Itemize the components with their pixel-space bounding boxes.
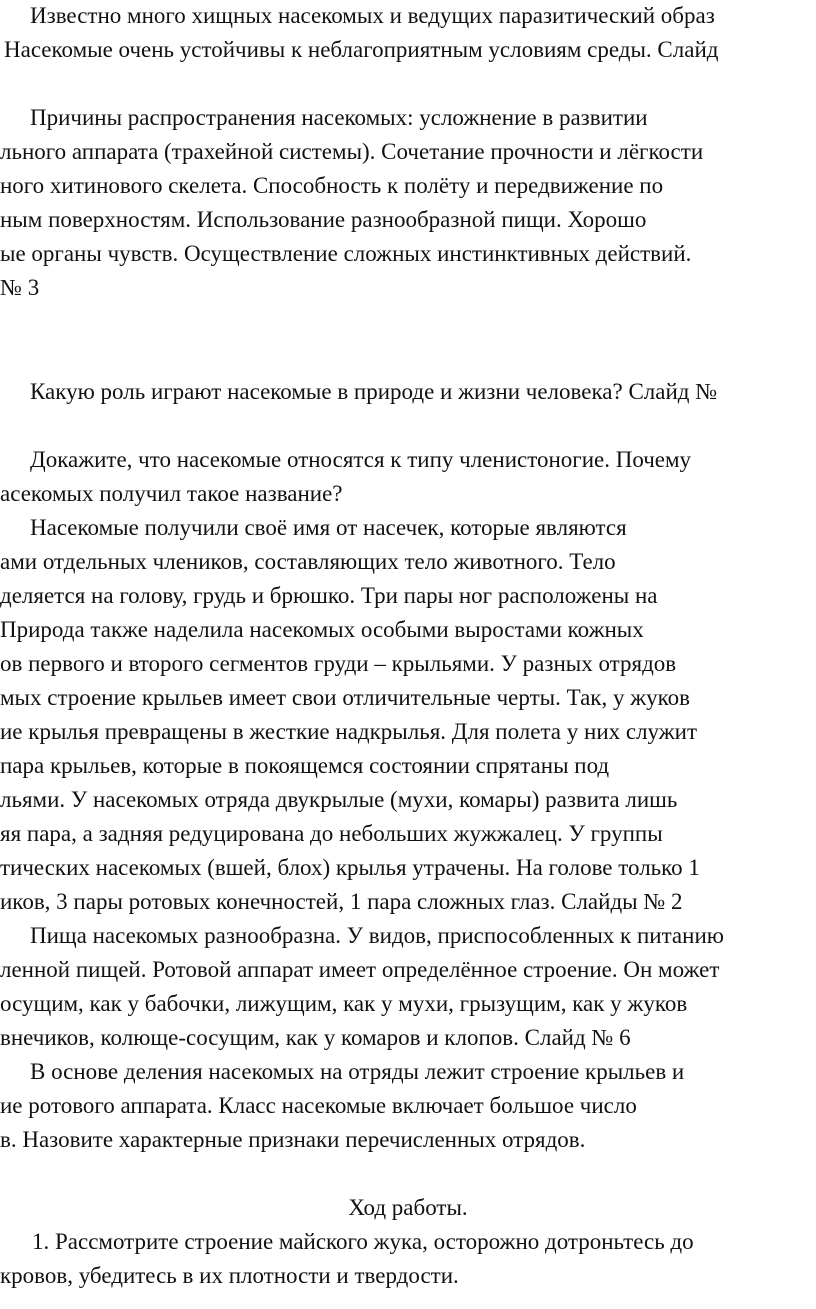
intro-line-1: Известно много хищных насекомых и ведущих паразитический образ	[30, 3, 715, 28]
prove-line-1: Докажите, что насекомые относятся к типу членистоногие. Почему	[30, 447, 692, 472]
food-line-1: Пища насекомых разнообразна. У видов, приспособленных к питанию	[30, 923, 724, 948]
reasons-line-6: № 3	[0, 275, 40, 300]
food-line-2: ленной пищей. Ротовой аппарат имеет определённое строение. Он может	[0, 957, 720, 982]
name-origin-line-4: Природа также наделила насекомых особыми выростами кожных	[0, 617, 644, 642]
reasons-line-5: ые органы чувств. Осуществление сложных инстинктивных действий.	[0, 241, 692, 266]
orders-line-2: ие ротового аппарата. Класс насекомые включает большое число	[0, 1093, 637, 1118]
name-origin-line-8: пара крыльев, которые в покоящемся состоянии спрятаны под	[0, 753, 610, 778]
food-line-3: осущим, как у бабочки, лижущим, как у мухи, грызущим, как у жуков	[0, 991, 688, 1016]
step-1-line-2: кровов, убедитесь в их плотности и твердости.	[0, 1263, 459, 1288]
prove-line-2: асекомых получил такое название?	[0, 481, 343, 506]
name-origin-line-1: Насекомые получили своё имя от насечек, которые являются	[30, 515, 627, 540]
reasons-line-2: льного аппарата (трахейной системы). Сочетание прочности и лёгкости	[0, 139, 704, 164]
name-origin-line-6: мых строение крыльев имеет свои отличительные черты. Так, у жуков	[0, 685, 690, 710]
name-origin-line-9: льями. У насекомых отряда двукрылые (мухи, комары) развита лишь	[0, 787, 678, 812]
name-origin-line-12: иков, 3 пары ротовых конечностей, 1 пара сложных глаз. Слайды № 2	[0, 889, 683, 914]
work-heading: Ход работы.	[348, 1195, 468, 1220]
intro-line-2: Насекомые очень устойчивы к неблагоприятным условиям среды. Слайд	[4, 37, 719, 62]
name-origin-line-5: ов первого и второго сегментов груди – крыльями. У разных отрядов	[0, 651, 677, 676]
name-origin-line-3: деляется на голову, грудь и брюшко. Три пары ног расположены на	[0, 583, 658, 608]
step-1-line-1: 1. Рассмотрите строение майского жука, осторожно дотроньтесь до	[32, 1229, 694, 1254]
name-origin-line-11: тических насекомых (вшей, блох) крылья утрачены. На голове только 1	[0, 855, 700, 880]
reasons-line-3: ного хитинового скелета. Способность к полёту и передвижение по	[0, 173, 664, 198]
reasons-line-1: Причины распространения насекомых: усложнение в развитии	[30, 105, 648, 130]
name-origin-line-7: ие крылья превращены в жесткие надкрылья. Для полета у них служит	[0, 719, 698, 744]
orders-line-3: в. Назовите характерные признаки перечисленных отрядов.	[0, 1127, 586, 1152]
name-origin-line-2: ами отдельных члеников, составляющих тело животного. Тело	[0, 549, 616, 574]
name-origin-line-10: яя пара, а задняя редуцирована до небольших жужжалец. У группы	[0, 821, 663, 846]
question-role-line: Какую роль играют насекомые в природе и жизни человека? Слайд №	[30, 379, 718, 404]
orders-line-1: В основе деления насекомых на отряды лежит строение крыльев и	[30, 1059, 685, 1084]
food-line-4: внечиков, колюще-сосущим, как у комаров и клопов. Слайд № 6	[0, 1025, 631, 1050]
reasons-line-4: ным поверхностям. Использование разнообразной пищи. Хорошо	[0, 207, 647, 232]
